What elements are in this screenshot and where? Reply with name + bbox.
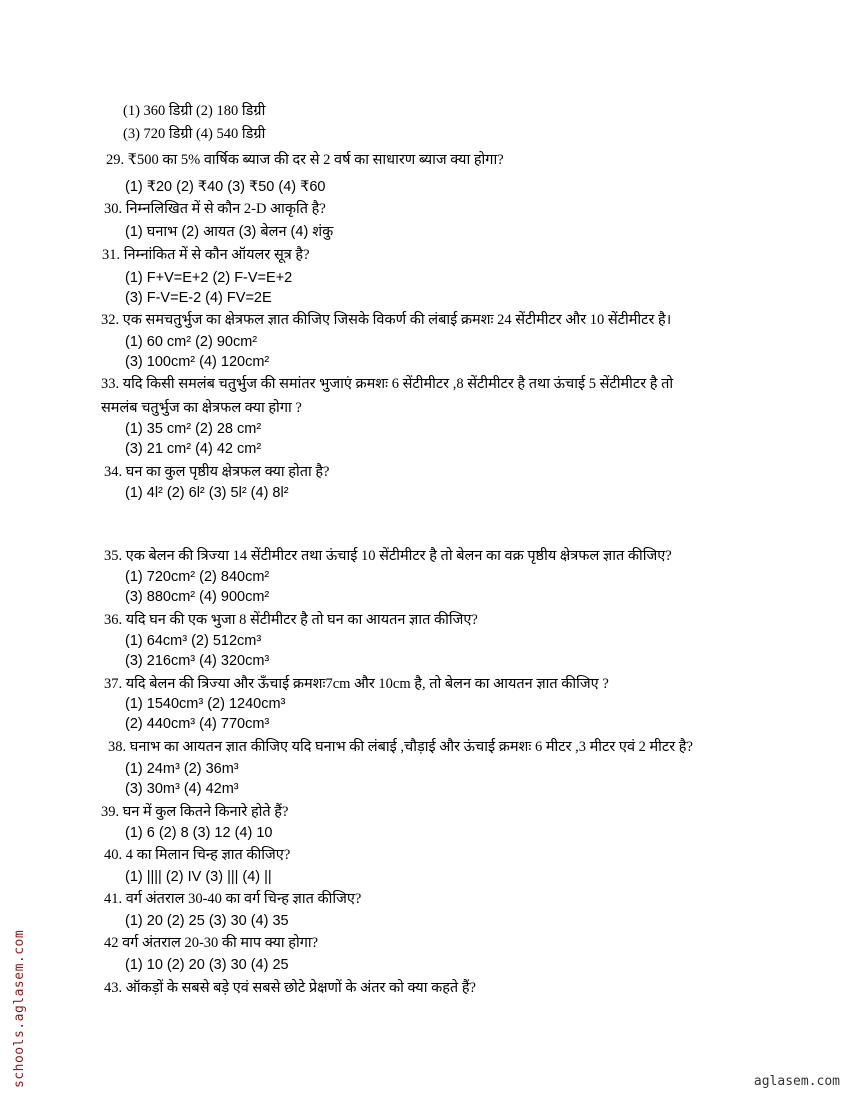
- options-q34: (1) 4l² (2) 6l² (3) 5l² (4) 8l²: [125, 485, 289, 501]
- options-q35-row2: (3) 880cm² (4) 900cm²: [125, 589, 270, 605]
- options-q29: (1) ₹20 (2) ₹40 (3) ₹50 (4) ₹60: [125, 179, 326, 195]
- options-q31-row2: (3) F-V=E-2 (4) FV=2E: [125, 290, 272, 306]
- question-40: 40. 4 का मिलान चिन्ह ज्ञात कीजिए?: [104, 847, 291, 863]
- side-watermark: schools.aglasem.com: [12, 929, 27, 1088]
- options-q37-row1: (1) 1540cm³ (2) 1240cm³: [125, 696, 286, 712]
- options-q40: (1) |||| (2) IV (3) ||| (4) ||: [125, 869, 272, 885]
- question-37: 37. यदि बेलन की त्रिज्या और ऊँचाई क्रमशः7cm और 10cm है, तो बेलन का आयतन ज्ञात कीजिए ?: [104, 676, 609, 692]
- question-35: 35. एक बेलन की त्रिज्या 14 सेंटीमीटर तथा ऊंचाई 10 सेंटीमीटर है तो बेलन का वक्र पृष्ठीय क्षेत्रफल ज्ञात कीजिए?: [104, 548, 672, 564]
- question-33-cont: समलंब चतुर्भुज का क्षेत्रफल क्या होगा ?: [101, 400, 302, 416]
- question-29: 29. ₹500 का 5% वार्षिक ब्याज की दर से 2 वर्ष का साधारण ब्याज क्या होगा?: [106, 152, 504, 168]
- options-q35-row1: (1) 720cm² (2) 840cm²: [125, 569, 270, 585]
- options-q37-row2: (2) 440cm³ (4) 770cm³: [125, 716, 270, 732]
- options-q38-row1: (1) 24m³ (2) 36m³: [125, 761, 239, 777]
- question-41: 41. वर्ग अंतराल 30-40 का वर्ग चिन्ह ज्ञात कीजिए?: [104, 891, 362, 907]
- options-q36-row1: (1) 64cm³ (2) 512cm³: [125, 633, 262, 649]
- question-42: 42 वर्ग अंतराल 20-30 की माप क्या होगा?: [104, 935, 319, 951]
- question-38: 38. घनाभ का आयतन ज्ञात कीजिए यदि घनाभ की लंबाई ,चौड़ाई और ऊंचाई क्रमशः 6 मीटर ,3 मीटर एवं 2 मीटर है?: [108, 739, 693, 755]
- question-34: 34. घन का कुल पृष्ठीय क्षेत्रफल क्या होता है?: [104, 464, 330, 480]
- options-q32-row1: (1) 60 cm² (2) 90cm²: [125, 334, 258, 350]
- question-30: 30. निम्नलिखित में से कौन 2-D आकृति है?: [104, 201, 326, 217]
- question-43: 43. ऑकड़ों के सबसे बड़े एवं सबसे छोटे प्रेक्षणों के अंतर को क्या कहते हैं?: [104, 980, 476, 996]
- options-q30: (1) घनाभ (2) आयत (3) बेलन (4) शंकु: [125, 224, 334, 240]
- options-q41: (1) 20 (2) 25 (3) 30 (4) 35: [125, 913, 289, 929]
- options-q32-row2: (3) 100cm² (4) 120cm²: [125, 354, 270, 370]
- options-q31-row1: (1) F+V=E+2 (2) F-V=E+2: [125, 270, 293, 286]
- options-q36-row2: (3) 216cm³ (4) 320cm³: [125, 653, 270, 669]
- options-q33-row1: (1) 35 cm² (2) 28 cm²: [125, 421, 262, 437]
- question-39: 39. घन में कुल कितने किनारे होते हैं?: [101, 804, 289, 820]
- options-q28-row2: (3) 720 डिग्री (4) 540 डिग्री: [123, 126, 266, 142]
- question-32: 32. एक समचतुर्भुज का क्षेत्रफल ज्ञात कीजिए जिसके विकर्ण की लंबाई क्रमशः 24 सेंटीमीटर और 10 सेंटीमीटर है।: [101, 312, 672, 328]
- question-31: 31. निम्नांकित में से कौन ऑयलर सूत्र है?: [102, 247, 310, 263]
- options-q39: (1) 6 (2) 8 (3) 12 (4) 10: [125, 825, 273, 841]
- options-q38-row2: (3) 30m³ (4) 42m³: [125, 781, 239, 797]
- footer-watermark: aglasem.com: [753, 1074, 840, 1089]
- options-q42: (1) 10 (2) 20 (3) 30 (4) 25: [125, 957, 289, 973]
- options-q28-row1: (1) 360 डिग्री (2) 180 डिग्री: [123, 103, 266, 119]
- question-33: 33. यदि किसी समलंब चतुर्भुज की समांतर भुजाएं क्रमशः 6 सेंटीमीटर ,8 सेंटीमीटर है तथा ऊंचाई 5 सेंटीमीटर है तो: [101, 376, 674, 392]
- options-q33-row2: (3) 21 cm² (4) 42 cm²: [125, 441, 262, 457]
- question-36: 36. यदि घन की एक भुजा 8 सेंटीमीटर है तो घन का आयतन ज्ञात कीजिए?: [104, 612, 478, 628]
